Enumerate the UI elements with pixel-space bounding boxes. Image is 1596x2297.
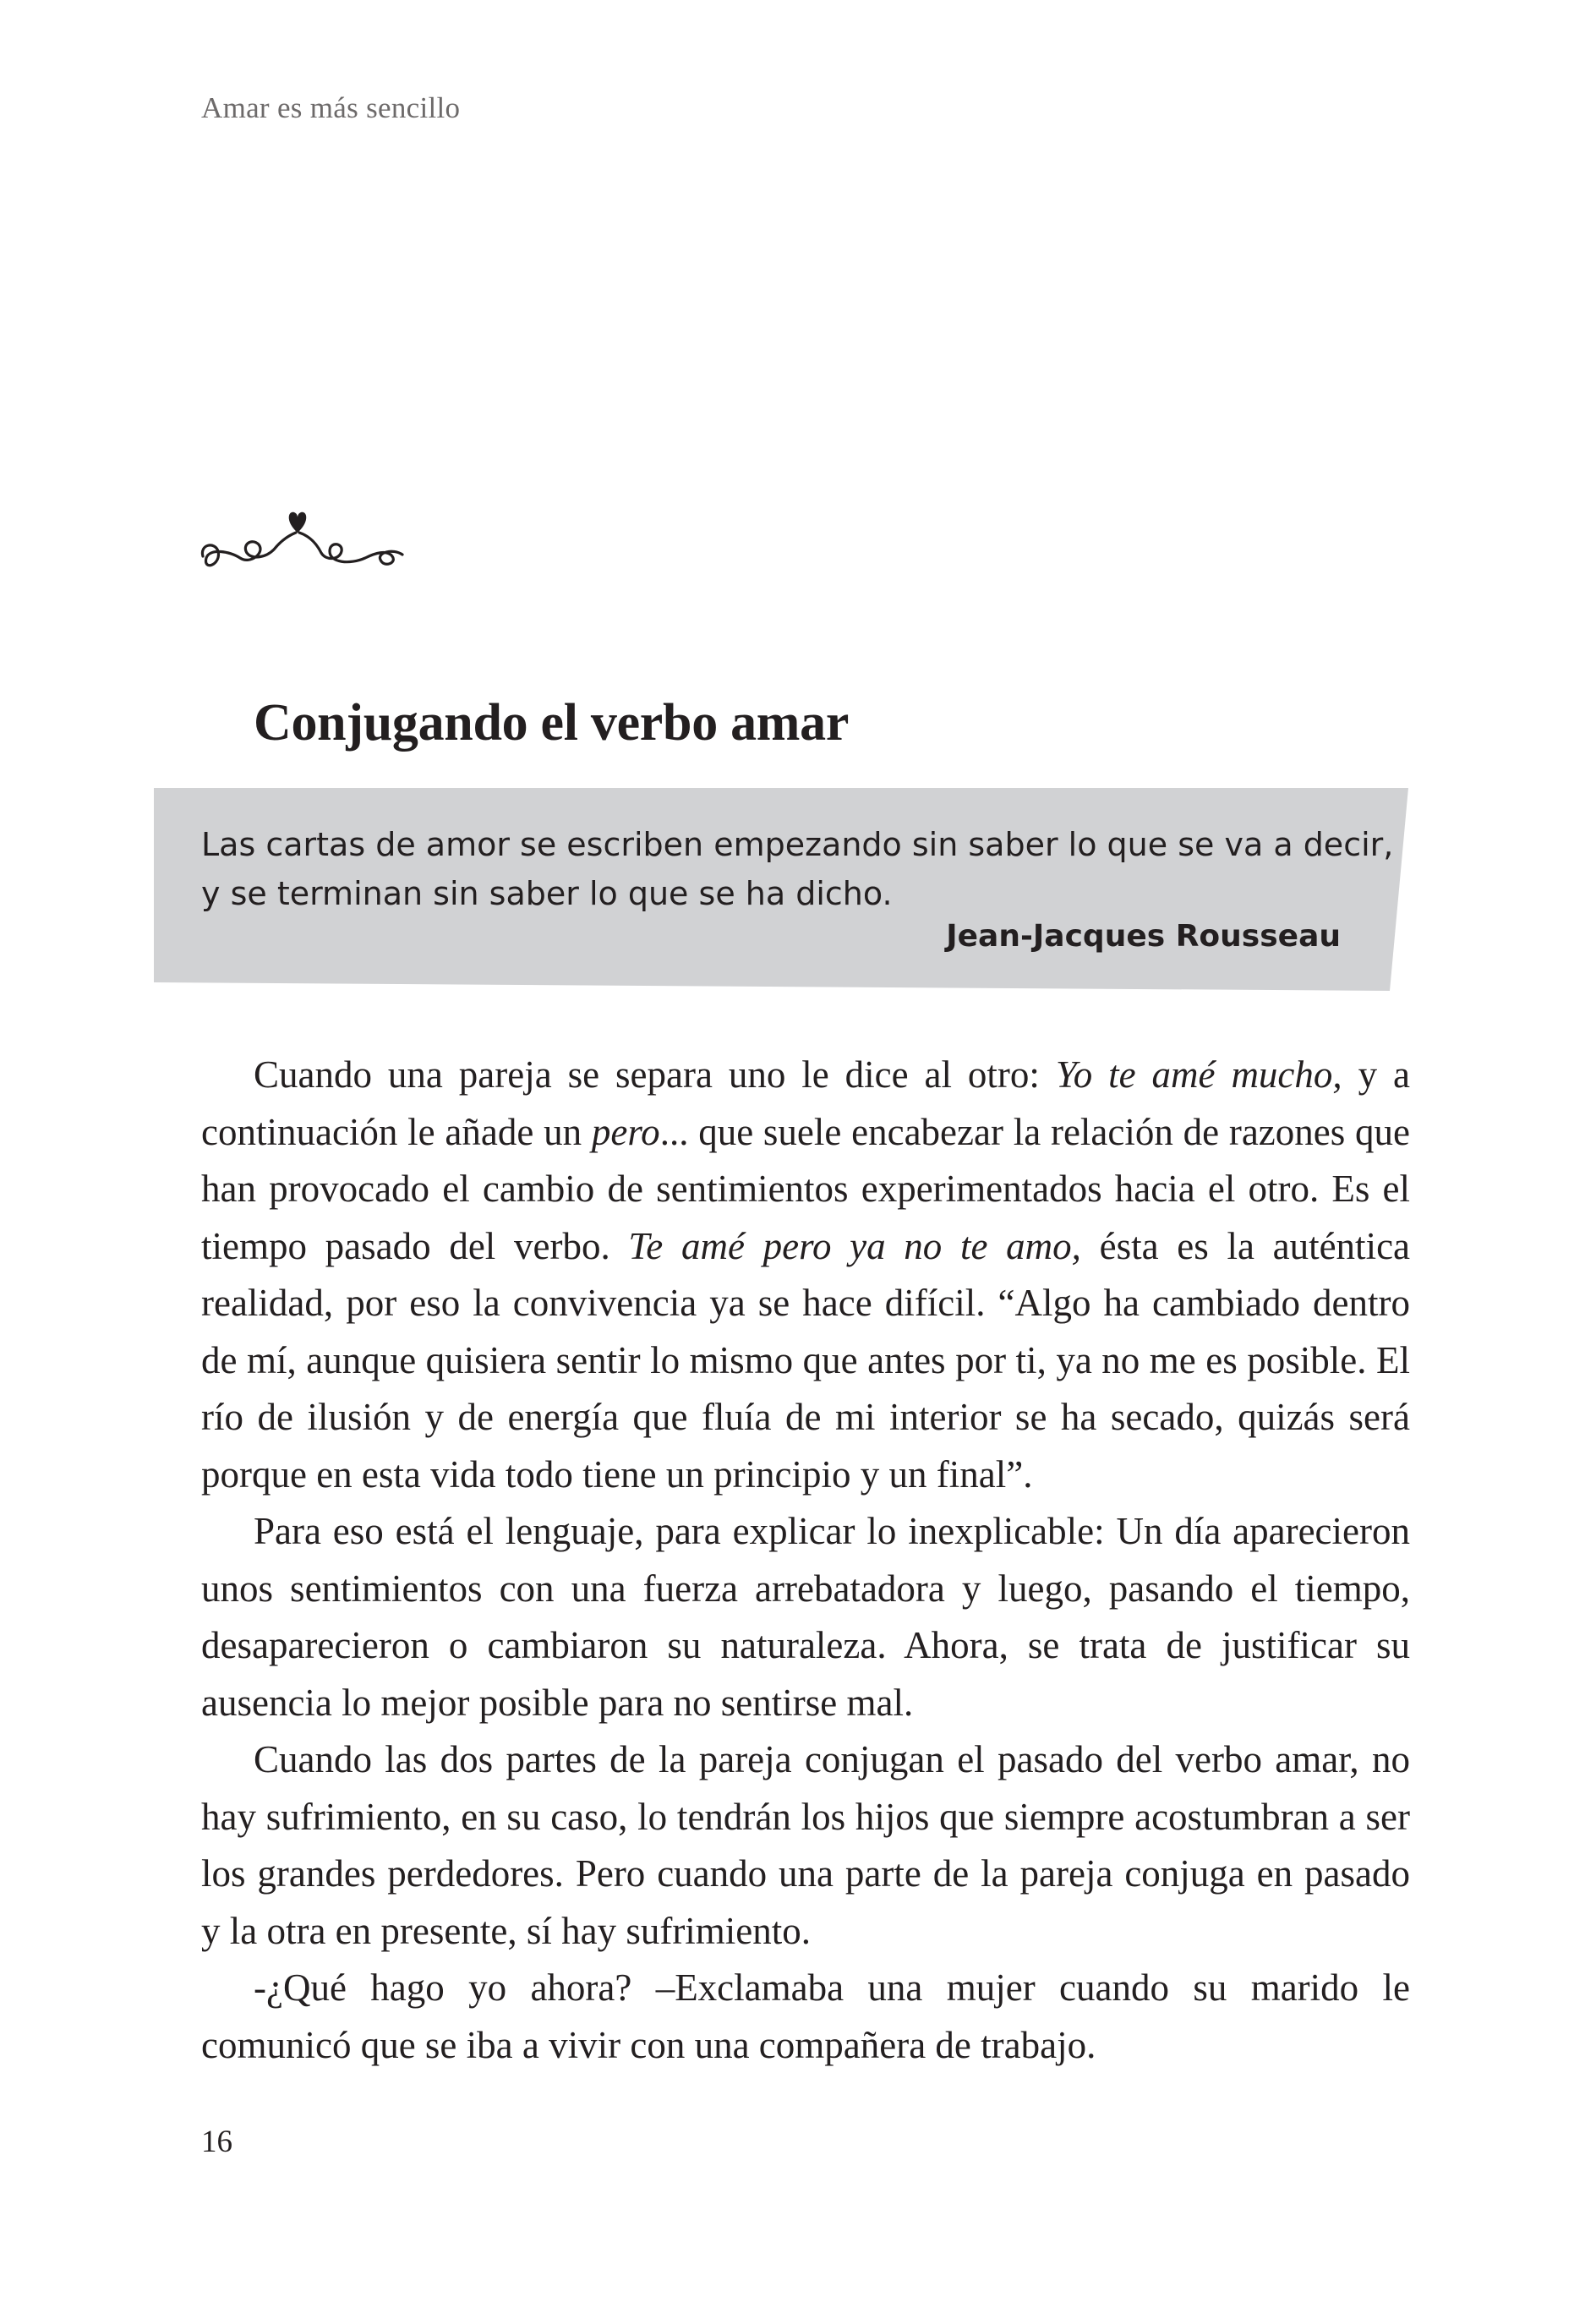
italic-phrase: Yo te amé mucho, <box>1055 1053 1342 1096</box>
paragraph-text: ésta es la auténtica realidad, por eso la convivencia ya se hace difícil. “Algo ha cambiado dentro de mí, aunque quisiera sentir lo mismo que antes por ti, ya no me es posible. El río de ilusión y de energía que fluía de mi interior se ha secado, quizás será porque en esta vida todo tiene un principio y un final”. <box>201 1224 1411 1496</box>
paragraph <box>201 1047 1410 1503</box>
italic-phrase: pero <box>591 1110 660 1153</box>
epigraph-line: Las cartas de amor se escriben empezando sin saber lo que se va a decir, <box>201 826 1394 863</box>
epigraph-author: Jean-Jacques Rousseau <box>946 919 1341 954</box>
body-text <box>201 1047 1410 2074</box>
italic-phrase: Te amé pero ya no te amo, <box>628 1224 1081 1267</box>
epigraph-quote <box>201 820 1394 918</box>
heart-flourish-icon <box>196 504 407 588</box>
paragraph-text: y a continuación le añade un <box>201 1053 1410 1153</box>
epigraph-line: y se terminan sin saber lo que se ha dicho. <box>201 875 893 912</box>
paragraph-text: Cuando una pareja se separa uno le dice al otro: <box>254 1053 1056 1096</box>
running-header: Amar es más sencillo <box>201 91 461 124</box>
page-number: 16 <box>201 2125 232 2159</box>
paragraph: Para eso está el lenguaje, para explicar lo inexplicable: Un día aparecieron unos sentimientos con una fuerza arrebatadora y luego, pasando el tiempo, desaparecieron o cambiaron su naturaleza. Ahora, se trata de justificar su ausencia lo mejor posible para no sentirse mal. <box>201 1510 1410 1724</box>
epigraph-box <box>154 788 1408 991</box>
paragraph: -¿Qué hago yo ahora? –Exclamaba una mujer cuando su marido le comunicó que se iba a vivir con una compañera de trabajo. <box>201 1966 1410 2066</box>
paragraph: Cuando las dos partes de la pareja conjugan el pasado del verbo amar, no hay sufrimiento, en su caso, lo tendrán los hijos que siempre acostumbran a ser los grandes perdedores. Pero cuando una parte de la pareja conjuga en pasado y la otra en presente, sí hay sufrimiento. <box>201 1738 1410 1952</box>
paragraph-text: ... que suele encabezar la relación de razones que han provocado el cambio de sentimientos experimentados hacia el otro. Es el tiempo pasado del verbo. <box>201 1110 1410 1267</box>
chapter-title: Conjugando el verbo amar <box>254 694 850 752</box>
